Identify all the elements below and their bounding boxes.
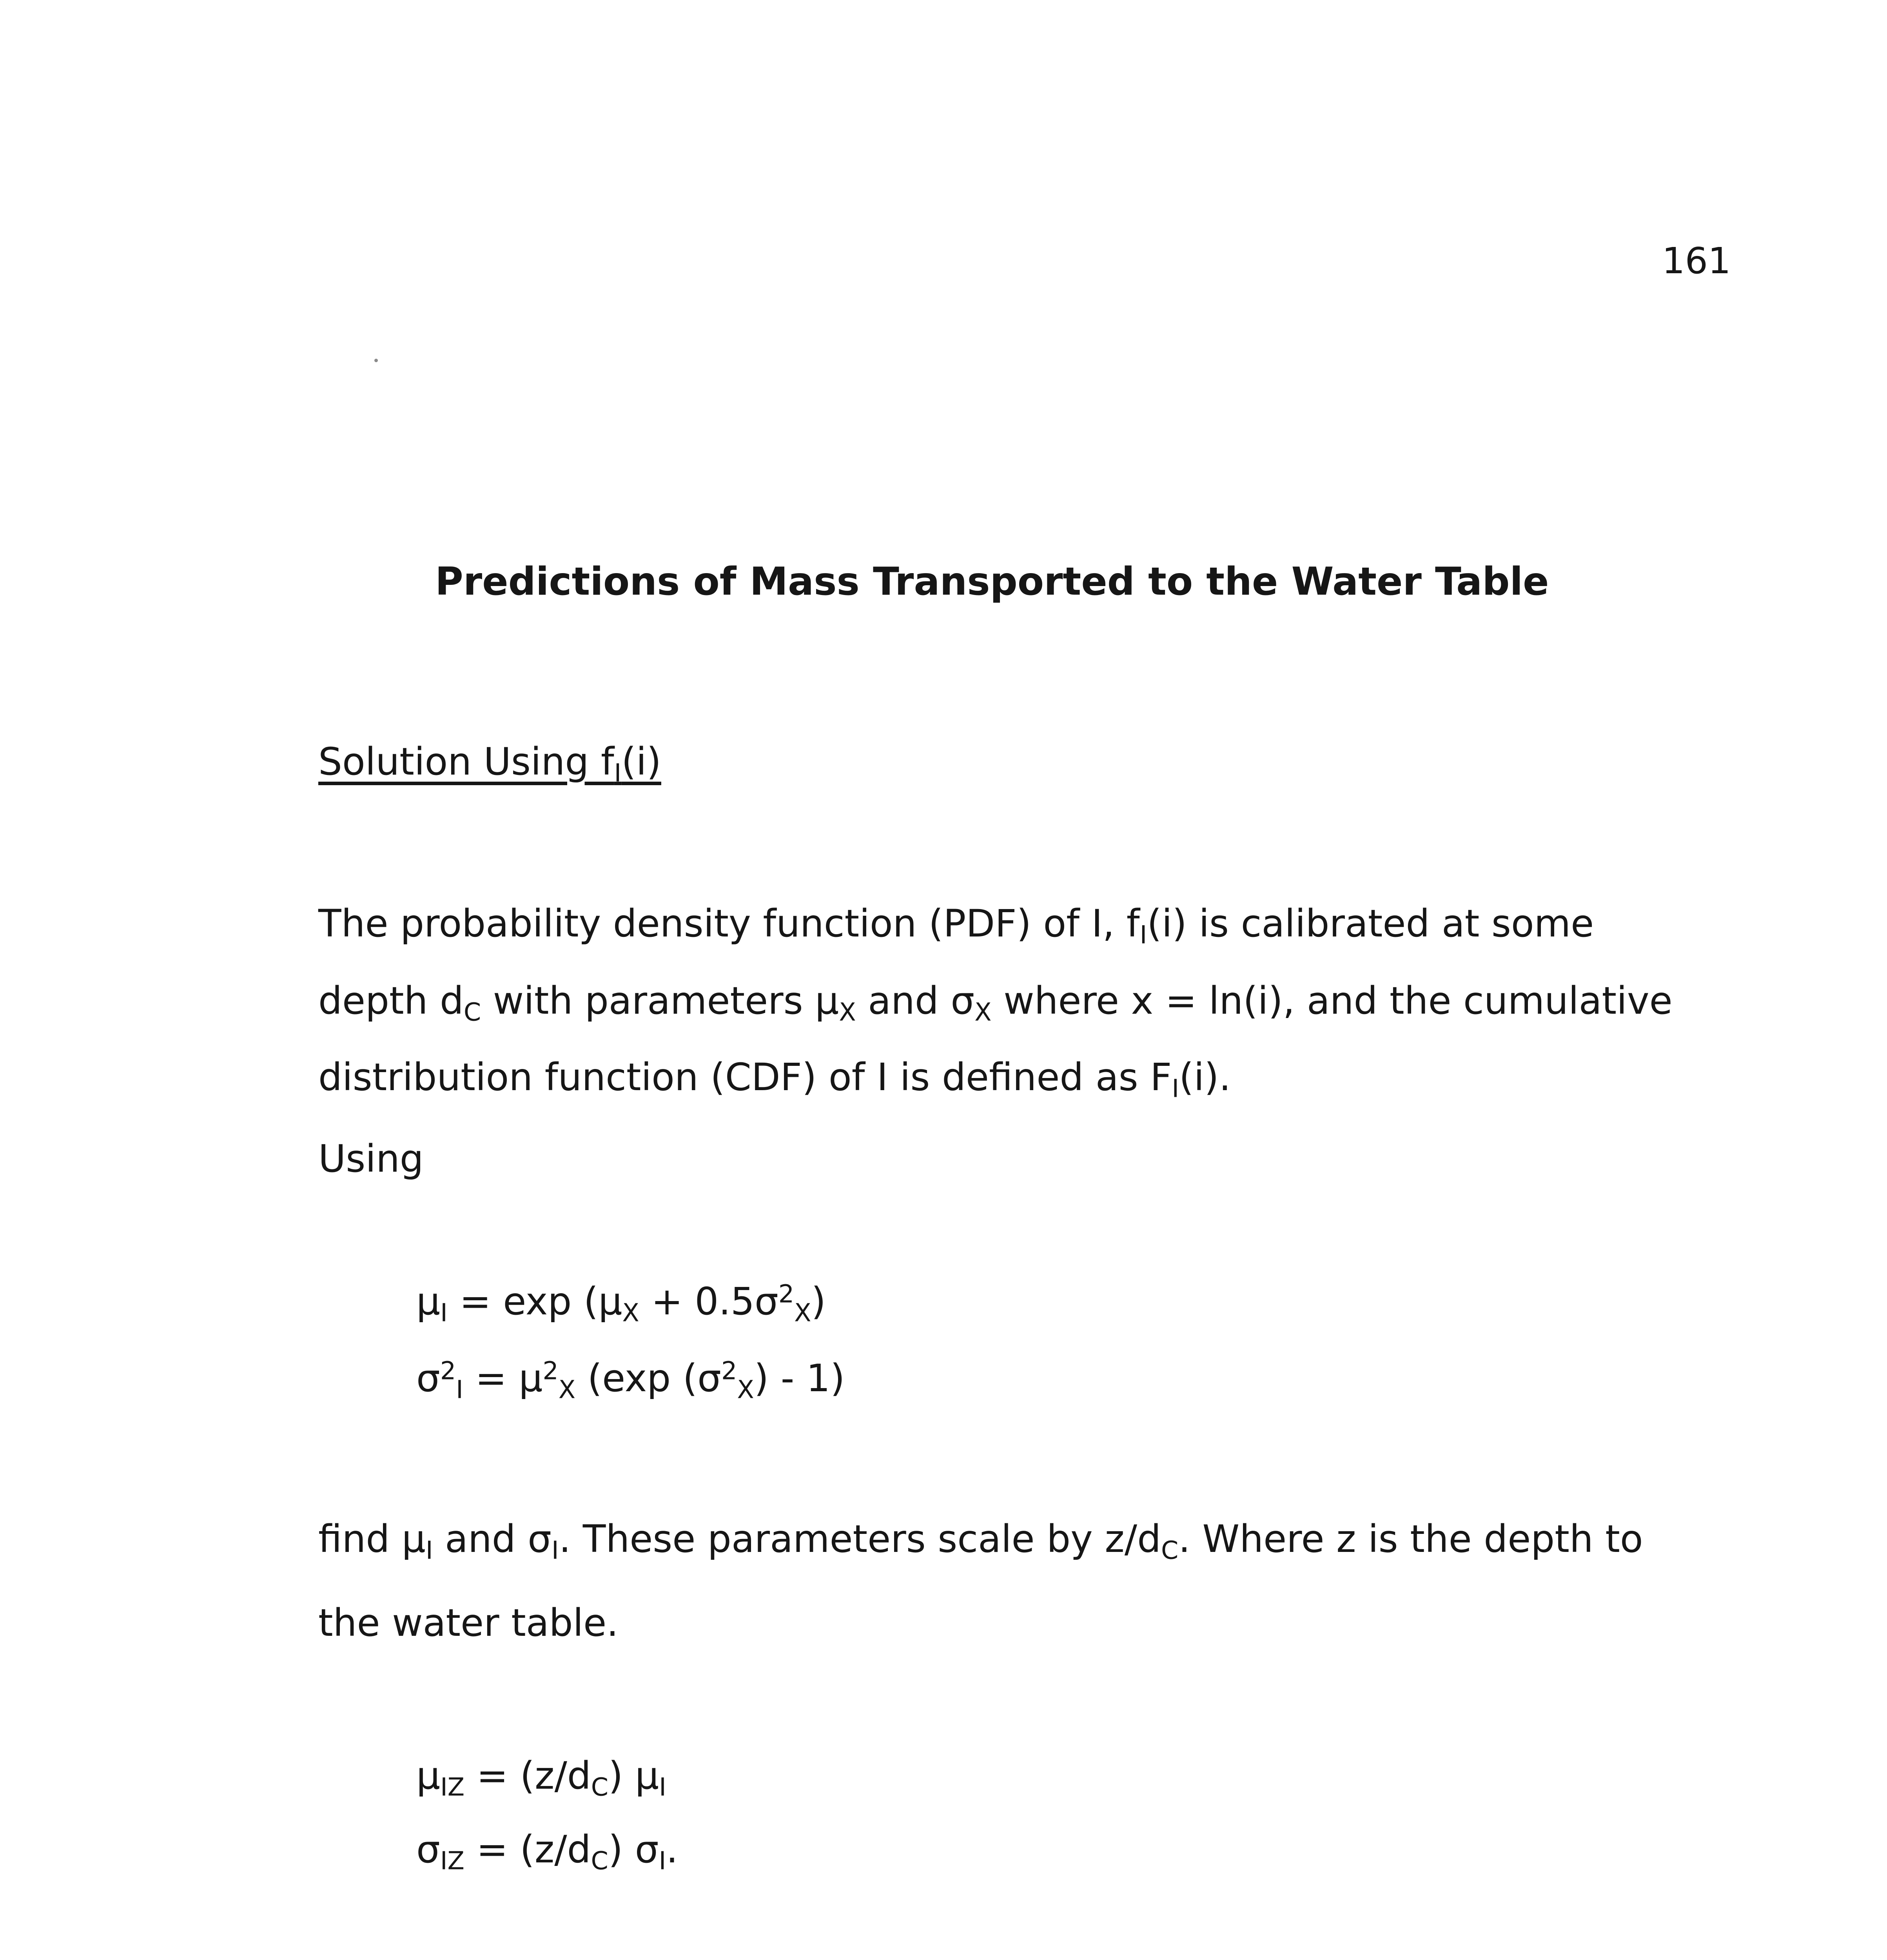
subscript: I	[440, 1298, 448, 1327]
scan-speck	[374, 359, 378, 362]
subscript: I	[659, 1772, 666, 1802]
superscript: 2	[543, 1356, 559, 1385]
text-run: distribution function (CDF) of I is defined as F	[318, 1055, 1172, 1099]
superscript: 2	[440, 1356, 456, 1385]
equation-sigma-iz	[416, 1828, 678, 1875]
subscript: IZ	[440, 1846, 464, 1875]
using-label: Using	[318, 1137, 424, 1181]
subscript: C	[591, 1846, 608, 1875]
text-run: μ	[416, 1754, 441, 1798]
equation-mean-iz	[416, 1754, 666, 1802]
text-run: The probability density function (PDF) of I, f	[318, 902, 1140, 946]
subscript: IZ	[440, 1772, 465, 1802]
superscript: 2	[778, 1279, 795, 1308]
paragraph-2-line-1	[318, 1517, 1643, 1565]
text-run: with parameters μ	[481, 979, 839, 1023]
text-run: (i) is calibrated at some	[1147, 902, 1594, 946]
equation-mean-i	[416, 1279, 826, 1327]
text-run: = (z/d	[464, 1754, 591, 1798]
text-run: (i).	[1179, 1055, 1231, 1099]
text-run: where x = ln(i), and the cumulative	[991, 979, 1673, 1023]
subscript: X	[622, 1298, 639, 1327]
subheading-subscript: I	[614, 758, 622, 788]
text-run: (exp (σ	[575, 1356, 722, 1400]
text-run: find μ	[318, 1517, 426, 1561]
text-run: and σ	[856, 979, 975, 1023]
subscript: I	[456, 1375, 463, 1404]
text-run: σ	[416, 1356, 440, 1400]
section-heading: Predictions of Mass Transported to the Water Table	[435, 559, 1549, 604]
subscript: I	[425, 1535, 433, 1565]
text-run: depth d	[318, 979, 464, 1023]
page-number: 161	[1662, 240, 1731, 282]
text-run: = μ	[463, 1356, 543, 1400]
subheading-tail: (i)	[621, 740, 661, 784]
text-run: ) μ	[608, 1754, 659, 1798]
subscript: C	[591, 1772, 609, 1802]
text-run: = (z/d	[464, 1828, 591, 1871]
text-run: ) σ	[608, 1828, 659, 1871]
text-run: . These parameters scale by z/d	[559, 1517, 1161, 1561]
text-run: + 0.5σ	[639, 1279, 778, 1323]
subscript: C	[1161, 1535, 1179, 1565]
paragraph-1-line-3	[318, 1055, 1231, 1103]
equation-variance-i	[416, 1356, 845, 1404]
subscript: X	[794, 1298, 811, 1327]
paragraph-1-line-2	[318, 979, 1673, 1027]
text-run: . Where z is the depth to	[1178, 1517, 1643, 1561]
subsection-heading	[318, 740, 661, 788]
subheading-text: Solution Using f	[318, 740, 614, 784]
paragraph-1-line-1	[318, 902, 1594, 949]
text-run: and σ	[433, 1517, 552, 1561]
text-run: = exp (μ	[447, 1279, 622, 1323]
subscript: X	[974, 997, 992, 1027]
text-run: ) - 1)	[754, 1356, 845, 1400]
paragraph-2-line-2: the water table.	[318, 1601, 619, 1645]
subscript: I	[552, 1535, 559, 1565]
subscript: I	[1139, 920, 1147, 949]
text-run: )	[811, 1279, 826, 1323]
subscript: C	[463, 997, 481, 1027]
superscript: 2	[721, 1356, 737, 1385]
subscript: X	[737, 1375, 754, 1404]
subscript: X	[558, 1375, 576, 1404]
text-run: .	[666, 1828, 678, 1871]
subscript: X	[839, 997, 856, 1027]
subscript: I	[1172, 1074, 1179, 1103]
text-run: μ	[416, 1279, 441, 1323]
text-run: σ	[416, 1828, 440, 1871]
subscript: I	[659, 1846, 666, 1875]
